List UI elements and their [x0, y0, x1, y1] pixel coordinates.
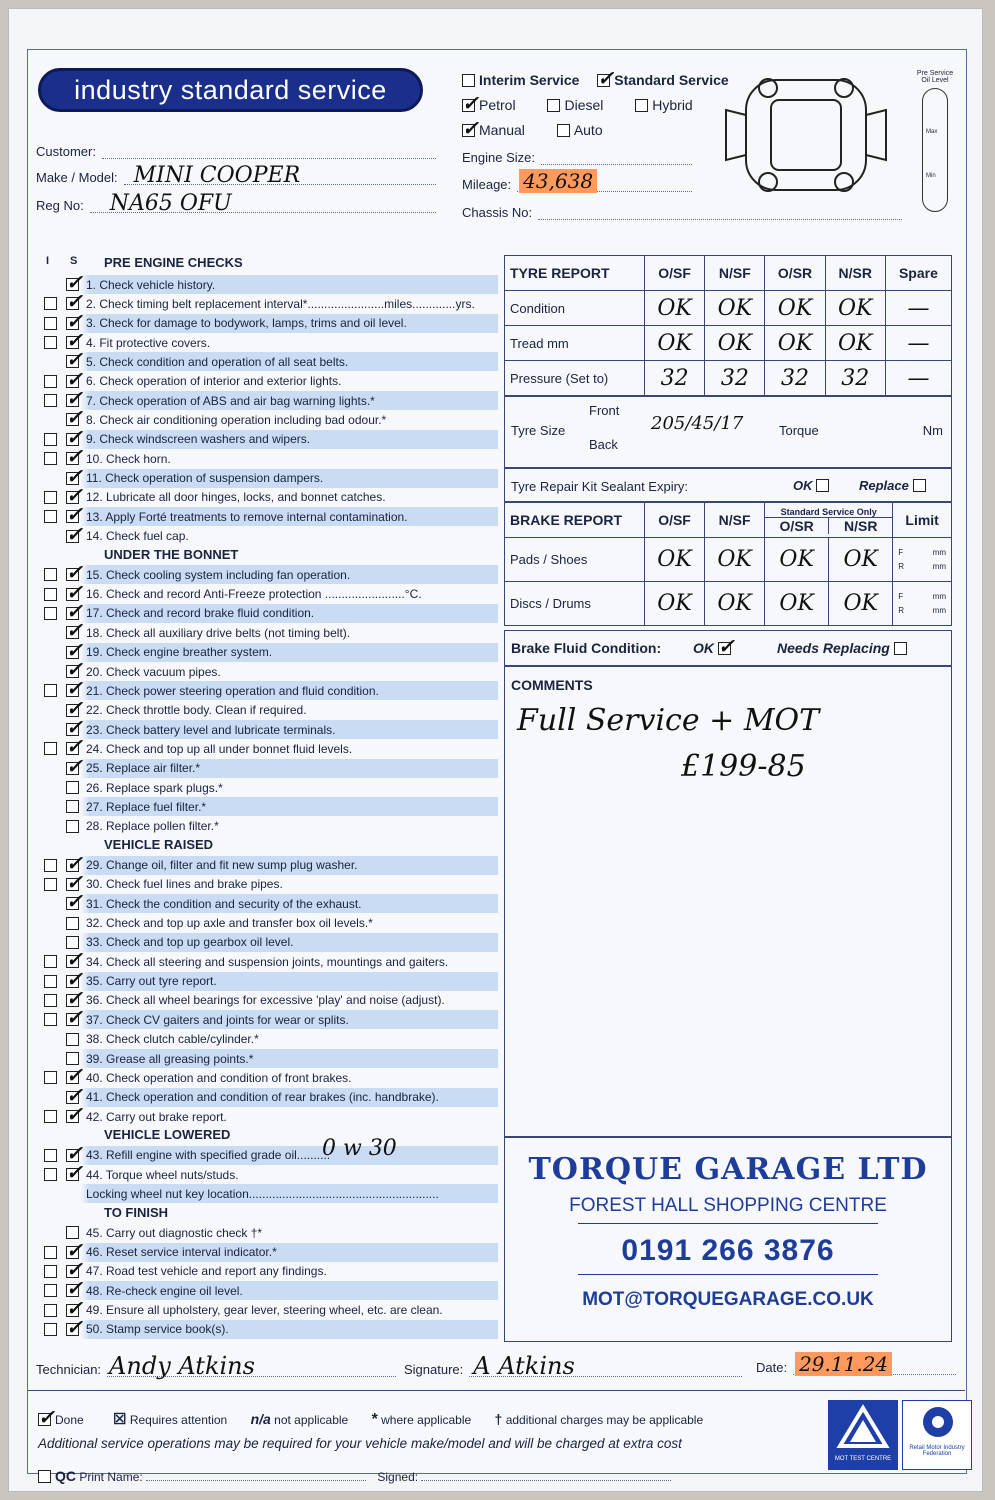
brake-col-osr: O/SR	[765, 518, 829, 534]
interim-checkbox[interactable]	[44, 568, 57, 581]
front-label: Front	[589, 403, 620, 418]
tyre-col-osr: O/SR	[765, 256, 825, 291]
brake-fluid-ok[interactable]: OK ✓	[693, 640, 735, 656]
discs-osr[interactable]: OK	[765, 582, 829, 626]
standard-checkbox[interactable]	[66, 1033, 79, 1046]
checklist-item-text: 49. Ensure all upholstery, gear lever, steering wheel, etc. are clean.	[86, 1303, 443, 1318]
tyre-size-value: 205/45/17	[651, 413, 744, 434]
section-to-finish: TO FINISH	[104, 1204, 169, 1220]
checklist-item-48[interactable]	[34, 1262, 498, 1281]
mot-test-centre-logo: MOT TEST CENTRE	[828, 1400, 898, 1470]
checklist-item-28[interactable]	[34, 817, 498, 836]
nm-label: Nm	[922, 423, 943, 438]
oil-grade-value: 0 w 30	[322, 1135, 397, 1161]
interim-checkbox[interactable]	[44, 336, 57, 349]
checklist-item-text: 35. Carry out tyre report.	[86, 974, 217, 989]
make-model-value: MINI COOPER	[133, 163, 301, 188]
interim-checkbox[interactable]	[44, 317, 57, 330]
checklist-item-text: 10. Check horn.	[86, 451, 171, 466]
discs-nsr[interactable]: OK	[829, 582, 893, 626]
checklist-item-25[interactable]	[34, 759, 498, 778]
checklist-item-text: 6. Check operation of interior and exterior lights.	[86, 374, 342, 389]
pads-osf[interactable]: OK	[645, 538, 705, 582]
interim-checkbox[interactable]	[44, 394, 57, 407]
interim-checkbox[interactable]	[44, 994, 57, 1007]
checklist-item-text: 48. Re-check engine oil level.	[86, 1283, 243, 1298]
standard-checkbox[interactable]	[66, 781, 79, 794]
interim-checkbox[interactable]	[44, 1110, 57, 1123]
signed-field[interactable]	[421, 1480, 671, 1481]
tread-osr[interactable]: OK	[765, 326, 825, 361]
condition-nsf[interactable]: OK	[705, 291, 765, 326]
interim-checkbox[interactable]	[44, 684, 57, 697]
checklist-item-text: 2. Check timing belt replacement interval*.......................miles.............yrs.	[86, 296, 475, 311]
manual-checkbox[interactable]	[462, 124, 475, 137]
condition-osr[interactable]: OK	[765, 291, 825, 326]
interim-checkbox[interactable]	[44, 1284, 57, 1297]
checklist-item-text: 26. Replace spark plugs.*	[86, 780, 223, 795]
checklist-item-text: 17. Check and record brake fluid condition.	[86, 606, 315, 621]
checklist-item-text: 25. Replace air filter.*	[86, 761, 201, 776]
checklist-item-12[interactable]	[34, 488, 498, 507]
checklist-item-23[interactable]	[34, 720, 498, 739]
checklist-item-text: 23. Check battery level and lubricate terminals.	[86, 722, 336, 737]
checklist-item-text: 31. Check the condition and security of the exhaust.	[86, 896, 362, 911]
qc-checkbox[interactable]	[38, 1470, 51, 1483]
engine-size-label: Engine Size:	[462, 150, 535, 165]
checklist-item-text: 38. Check clutch cable/cylinder.*	[86, 1032, 259, 1047]
mot-triangle-icon	[828, 1400, 898, 1454]
rmi-logo: Retail Motor Industry Federation	[902, 1400, 972, 1470]
interim-checkbox[interactable]	[44, 375, 57, 388]
checklist-item-16[interactable]	[34, 585, 498, 604]
signature-field[interactable]	[404, 1352, 742, 1380]
interim-checkbox[interactable]	[462, 74, 475, 87]
condition-spare[interactable]: —	[885, 291, 951, 326]
limit-header: Limit	[893, 503, 952, 538]
checklist-item-text: 22. Check throttle body. Clean if required.	[86, 703, 307, 718]
checklist-item-17[interactable]	[34, 604, 498, 623]
pressure-osr[interactable]: 32	[765, 361, 825, 396]
checklist-item-text: 40. Check operation and condition of front brakes.	[86, 1070, 352, 1085]
standard-checkbox[interactable]	[66, 1168, 79, 1181]
sealant-ok[interactable]: OK	[793, 478, 833, 493]
section-vehicle-lowered: VEHICLE LOWERED	[104, 1127, 231, 1143]
legend-na-item: n/a not applicable	[250, 1411, 349, 1427]
oil-level-gauge	[913, 70, 957, 230]
checklist-item-40[interactable]	[34, 1068, 498, 1087]
checklist-item-32[interactable]	[34, 914, 498, 933]
checklist-item-26[interactable]	[34, 778, 498, 797]
legend-done: Done	[55, 1413, 84, 1427]
garage-phone[interactable]: 0191 266 3876	[621, 1234, 835, 1267]
interim-checkbox[interactable]	[44, 297, 57, 310]
checklist-item-22[interactable]	[34, 701, 498, 720]
petrol-option[interactable]: ✓Petrol	[462, 97, 530, 113]
pads-label: Pads / Shoes	[505, 538, 645, 582]
section-vehicle-raised: VEHICLE RAISED	[104, 837, 214, 853]
interim-checkbox[interactable]	[44, 1323, 57, 1336]
checklist-item-29[interactable]	[34, 856, 498, 875]
checklist-item-33[interactable]	[34, 933, 498, 952]
standard-checkbox[interactable]	[66, 897, 79, 910]
customer-label: Customer:	[36, 144, 96, 159]
checklist-item-3[interactable]	[34, 314, 498, 333]
interim-checkbox[interactable]	[44, 859, 57, 872]
dipstick-icon	[922, 88, 948, 212]
checklist-item-19[interactable]	[34, 643, 498, 662]
comments-title: COMMENTS	[511, 677, 593, 693]
checklist-item-text: 46. Reset service interval indicator.*	[86, 1245, 277, 1259]
checklist-item-49[interactable]	[34, 1281, 498, 1300]
col-i-header: I	[46, 255, 50, 267]
checklist-item-text: 34. Check all steering and suspension joints, mountings and gaiters.	[86, 954, 449, 969]
tread-spare[interactable]: —	[885, 326, 951, 361]
checklist-item-text: 9. Check windscreen washers and wipers.	[86, 432, 311, 447]
reg-value: NA65 OFU	[109, 191, 232, 216]
checklist-item-24[interactable]	[34, 739, 498, 758]
checklist-item-text: 12. Lubricate all door hinges, locks, and bonnet catches.	[86, 490, 386, 505]
brake-fluid-row	[504, 630, 952, 666]
tyre-col-nsf: N/SF	[705, 256, 765, 291]
checklist-item-7[interactable]	[34, 391, 498, 410]
interim-checkbox[interactable]	[44, 433, 57, 446]
sealant-replace-checkbox[interactable]	[913, 479, 926, 492]
interim-checkbox[interactable]	[44, 607, 57, 620]
pressure-spare[interactable]: —	[885, 361, 951, 396]
engine-size-field[interactable]	[462, 150, 692, 165]
standard-checkbox[interactable]	[66, 1323, 79, 1336]
max-label: Max	[926, 129, 938, 135]
brake-fluid-label: Brake Fluid Condition:	[511, 640, 662, 656]
brake-col-osf: O/SF	[645, 503, 705, 538]
legend-star-item: * where applicable	[371, 1411, 472, 1428]
interim-checkbox[interactable]	[44, 1265, 57, 1278]
checklist-item-27[interactable]	[34, 797, 498, 816]
interim-checkbox[interactable]	[44, 975, 57, 988]
tread-nsr[interactable]: OK	[825, 326, 885, 361]
checklist-item-text: 21. Check power steering operation and fluid condition.	[86, 683, 379, 698]
manual-option[interactable]: ✓Manual	[462, 122, 539, 138]
checklist-item-text: 28. Replace pollen filter.*	[86, 819, 219, 834]
gearbox-options	[462, 122, 631, 138]
checklist-item-5[interactable]	[34, 352, 498, 371]
pressure-osf[interactable]: 32	[645, 361, 705, 396]
tread-label: Tread mm	[505, 326, 645, 361]
checklist-item-31[interactable]	[34, 894, 498, 913]
reg-label: Reg No:	[36, 198, 84, 213]
mileage-label: Mileage:	[462, 177, 512, 192]
sealant-ok-checkbox[interactable]	[816, 479, 829, 492]
brake-report-table	[504, 502, 952, 626]
service-type-options	[462, 72, 743, 88]
make-model-field[interactable]	[36, 163, 436, 188]
customer-field[interactable]	[36, 144, 436, 159]
standard-checkbox[interactable]	[66, 820, 79, 833]
interim-service-option[interactable]: Interim Service	[462, 72, 579, 88]
checklist-item-42[interactable]	[34, 1107, 498, 1126]
service-form	[27, 49, 967, 1484]
checklist-item-21[interactable]	[34, 681, 498, 700]
checklist-item-text: 50. Stamp service book(s).	[86, 1322, 229, 1337]
interim-checkbox[interactable]	[44, 452, 57, 465]
auto-checkbox[interactable]	[557, 124, 570, 137]
additional-note: Additional service operations may be required for your vehicle make/model and will be charged at extra cost	[38, 1436, 682, 1451]
pressure-nsr[interactable]: 32	[825, 361, 885, 396]
standard-checkbox[interactable]	[597, 74, 610, 87]
checklist-item-34[interactable]	[34, 952, 498, 971]
standard-checkbox[interactable]	[66, 530, 79, 543]
tread-osf[interactable]: OK	[645, 326, 705, 361]
standard-checkbox[interactable]	[66, 917, 79, 930]
checklist-item-2[interactable]	[34, 294, 498, 313]
print-name-field[interactable]	[146, 1480, 366, 1481]
standard-checkbox[interactable]	[66, 800, 79, 813]
checklist-item-39[interactable]	[34, 1049, 498, 1068]
checklist-item-30[interactable]	[34, 875, 498, 894]
min-label: Min	[926, 173, 936, 179]
checklist-item-50[interactable]	[34, 1301, 498, 1320]
tyre-col-nsr: N/SR	[825, 256, 885, 291]
checklist-item-51[interactable]	[34, 1320, 498, 1339]
interim-checkbox[interactable]	[44, 491, 57, 504]
checklist-item-text: 39. Grease all greasing points.*	[86, 1051, 254, 1066]
torque-label: Torque	[779, 423, 819, 438]
checklist-item-4[interactable]	[34, 333, 498, 352]
interim-checkbox[interactable]	[44, 955, 57, 968]
checklist-item-18[interactable]	[34, 623, 498, 642]
checklist-item-text: 45. Carry out diagnostic check †*	[86, 1225, 263, 1240]
section-under-bonnet: UNDER THE BONNET	[104, 546, 239, 562]
standard-checkbox[interactable]	[66, 1110, 79, 1123]
standard-checkbox[interactable]	[66, 1013, 79, 1026]
tyre-report-title: TYRE REPORT	[505, 256, 645, 291]
checklist-item-text: 1. Check vehicle history.	[86, 277, 216, 292]
checklist-item-20[interactable]	[34, 662, 498, 681]
col-s-header: S	[70, 255, 78, 267]
checklist-item-37[interactable]	[34, 1010, 498, 1029]
tyre-size-label: Tyre Size	[511, 423, 566, 438]
paper-sheet	[8, 8, 983, 1492]
legend	[38, 1410, 703, 1429]
checklist-item-text: 16. Check and record Anti-Freeze protection ........................°C.	[86, 587, 422, 602]
standard-service-option[interactable]: ✓ Standard Service	[597, 72, 728, 88]
standard-checkbox[interactable]	[66, 762, 79, 775]
legend-done-box	[38, 1413, 51, 1426]
checklist-item-text: 24. Check and top up all under bonnet fluid levels.	[86, 741, 353, 756]
interim-checkbox[interactable]	[44, 588, 57, 601]
checklist-item-8[interactable]	[34, 410, 498, 429]
date-value: 29.11.24	[795, 1352, 892, 1376]
pads-nsf[interactable]: OK	[705, 538, 765, 582]
section-pre-engine: PRE ENGINE CHECKS	[104, 255, 243, 270]
checklist-item-text: 36. Check all wheel bearings for excessive 'play' and noise (adjust).	[86, 993, 445, 1008]
checklist-item-1[interactable]	[34, 275, 498, 294]
tread-nsf[interactable]: OK	[705, 326, 765, 361]
technician-field[interactable]	[36, 1352, 396, 1380]
condition-nsr[interactable]: OK	[825, 291, 885, 326]
technician-value: Andy Atkins	[109, 1352, 255, 1380]
checklist-item-9[interactable]	[34, 430, 498, 449]
checklist-item-text: 41. Check operation and condition of rear brakes (inc. handbrake).	[86, 1090, 439, 1105]
car-diagram-icon	[706, 70, 906, 200]
pressure-label: Pressure (Set to)	[505, 361, 645, 396]
checklist-item-text: 33. Check and top up gearbox oil level.	[86, 935, 294, 950]
interim-checkbox[interactable]	[44, 878, 57, 891]
checklist-item-text: 11. Check operation of suspension dampers.	[86, 471, 324, 485]
back-label: Back	[589, 437, 618, 452]
comments-line-1: Full Service + MOT	[517, 703, 820, 738]
checklist-item-15[interactable]	[34, 565, 498, 584]
reg-field[interactable]	[36, 191, 436, 216]
brake-rear-header	[765, 503, 893, 538]
checklist-item-45[interactable]	[34, 1184, 498, 1203]
checklist-item-36[interactable]	[34, 991, 498, 1010]
checklist-item-text: 30. Check fuel lines and brake pipes.	[86, 877, 283, 892]
fuel-options	[462, 97, 721, 113]
garage-branding	[504, 1137, 952, 1342]
checklist-item-text: 29. Change oil, filter and fit new sump plug washer.	[86, 858, 358, 872]
checklist-item-14[interactable]	[34, 527, 498, 546]
form-title-banner: industry standard service	[38, 68, 423, 112]
checklist-item-11[interactable]	[34, 469, 498, 488]
hybrid-option[interactable]: Hybrid	[635, 97, 706, 113]
standard-only-label: Standard Service Only	[765, 507, 892, 518]
checklist-item-47[interactable]	[34, 1243, 498, 1262]
checklist-item-text: 20. Check vacuum pipes.	[86, 664, 221, 679]
checklist-item-text: 37. Check CV gaiters and joints for wear or splits.	[86, 1012, 349, 1027]
brake-fluid-replace[interactable]: Needs Replacing	[777, 640, 911, 656]
comments-line-2: £199-85	[681, 749, 806, 784]
checklist-item-13[interactable]	[34, 507, 498, 526]
interim-checkbox[interactable]	[44, 510, 57, 523]
date-field[interactable]	[756, 1352, 956, 1376]
pressure-nsf[interactable]: 32	[705, 361, 765, 396]
rmi-emblem-icon	[903, 1401, 973, 1443]
interim-checkbox[interactable]	[44, 1168, 57, 1181]
interim-checkbox[interactable]	[44, 1071, 57, 1084]
checklist-item-text: 43. Refill engine with specified grade oil..........	[86, 1148, 331, 1163]
checklist-item-text: 44. Torque wheel nuts/studs.	[86, 1167, 239, 1182]
tyre-col-osf: O/SF	[645, 256, 705, 291]
checklist-item-text: 3. Check for damage to bodywork, lamps, trims and oil level.	[86, 316, 407, 331]
garage-email[interactable]: MOT@TORQUEGARAGE.CO.UK	[582, 1289, 874, 1310]
hybrid-checkbox[interactable]	[635, 99, 648, 112]
discs-limit[interactable]: F mm R mm	[893, 582, 952, 626]
signature-label: Signature:	[404, 1362, 464, 1377]
tyre-report-table	[504, 255, 952, 396]
signed-label: Signed:	[377, 1470, 419, 1484]
garage-location: FOREST HALL SHOPPING CENTRE	[569, 1195, 887, 1216]
checklist-item-38[interactable]	[34, 1030, 498, 1049]
brake-col-nsf: N/SF	[705, 503, 765, 538]
checklist-item-text: 47. Road test vehicle and report any findings.	[86, 1264, 327, 1279]
checklist-item-text: 8. Check air conditioning operation including bad odour.*	[86, 412, 387, 427]
checklist-item-46[interactable]	[34, 1223, 498, 1242]
interim-checkbox[interactable]	[44, 1149, 57, 1162]
needs-replacing-checkbox[interactable]	[894, 642, 907, 655]
chassis-field[interactable]	[462, 205, 902, 220]
interim-checkbox[interactable]	[44, 742, 57, 755]
discs-label: Discs / Drums	[505, 582, 645, 626]
qc-row: QC Print Name: Signed:	[38, 1468, 718, 1484]
checklist-item-text: 19. Check engine breather system.	[86, 645, 273, 660]
sealant-row	[504, 468, 952, 502]
discs-nsf[interactable]: OK	[705, 582, 765, 626]
tyre-size-row	[504, 396, 952, 468]
sealant-label: Tyre Repair Kit Sealant Expiry:	[511, 479, 689, 494]
brake-fluid-ok-checkbox[interactable]	[718, 642, 731, 655]
checklist-item-text: 4. Fit protective covers.	[86, 335, 211, 350]
checklist-item-44[interactable]	[34, 1165, 498, 1184]
comments-box[interactable]	[504, 666, 952, 1137]
pads-nsr[interactable]: OK	[829, 538, 893, 582]
checklist-item-text: 14. Check fuel cap.	[86, 529, 189, 544]
sealant-replace[interactable]: Replace	[859, 478, 930, 493]
mileage-field[interactable]	[462, 169, 692, 193]
pads-osr[interactable]: OK	[765, 538, 829, 582]
tyre-col-spare: Spare	[885, 256, 951, 291]
technician-label: Technician:	[36, 1362, 102, 1377]
checklist-item-text: 7. Check operation of ABS and air bag warning lights.*	[86, 393, 375, 408]
brake-col-nsr: N/SR	[844, 517, 878, 534]
date-label: Date:	[756, 1360, 788, 1375]
checklist-item-text: 5. Check condition and operation of all seat belts.	[86, 354, 349, 369]
interim-checkbox[interactable]	[44, 1013, 57, 1026]
condition-osf[interactable]: OK	[645, 291, 705, 326]
petrol-checkbox[interactable]	[462, 99, 475, 112]
brake-report-title: BRAKE REPORT	[505, 503, 645, 538]
make-model-label: Make / Model:	[36, 170, 118, 185]
condition-label: Condition	[505, 291, 645, 326]
checklist-item-text: Locking wheel nut key location.........................................................	[86, 1186, 439, 1201]
oil-level-label: Pre Service Oil Level	[916, 70, 954, 84]
checklist-item-text: 15. Check cooling system including fan operation.	[86, 567, 351, 582]
legend-attention-item: ☒ Requires attention	[113, 1411, 228, 1428]
mileage-value: 43,638	[519, 169, 597, 193]
checklist-item-10[interactable]	[34, 449, 498, 468]
interim-checkbox[interactable]	[44, 1304, 57, 1317]
checklist-item-41[interactable]	[34, 1088, 498, 1107]
chassis-label: Chassis No:	[462, 205, 533, 220]
checklist-item-text: 18. Check all auxiliary drive belts (not timing belt).	[86, 625, 351, 640]
print-name-label: Print Name:	[79, 1470, 143, 1484]
checklist-item-text: 27. Replace fuel filter.*	[86, 799, 207, 814]
garage-name: TORQUE GARAGE LTD	[528, 1152, 928, 1187]
checklist-item-35[interactable]	[34, 972, 498, 991]
checklist-item-text: 42. Carry out brake report.	[86, 1109, 227, 1124]
diesel-option[interactable]: Diesel	[547, 97, 617, 113]
checklist-item-text: 13. Apply Forté treatments to remove internal contamination.	[86, 509, 408, 524]
legend-dagger-item: † additional charges may be applicable	[494, 1411, 704, 1427]
diesel-checkbox[interactable]	[547, 99, 560, 112]
signature-value: A Atkins	[473, 1352, 575, 1380]
checklist-item-text: 32. Check and top up axle and transfer box oil levels.*	[86, 916, 373, 931]
pads-limit[interactable]: F mm R mm	[893, 538, 952, 582]
discs-osf[interactable]: OK	[645, 582, 705, 626]
checklist-item-6[interactable]	[34, 372, 498, 391]
auto-option[interactable]: Auto	[557, 122, 617, 138]
interim-checkbox[interactable]	[44, 1246, 57, 1259]
